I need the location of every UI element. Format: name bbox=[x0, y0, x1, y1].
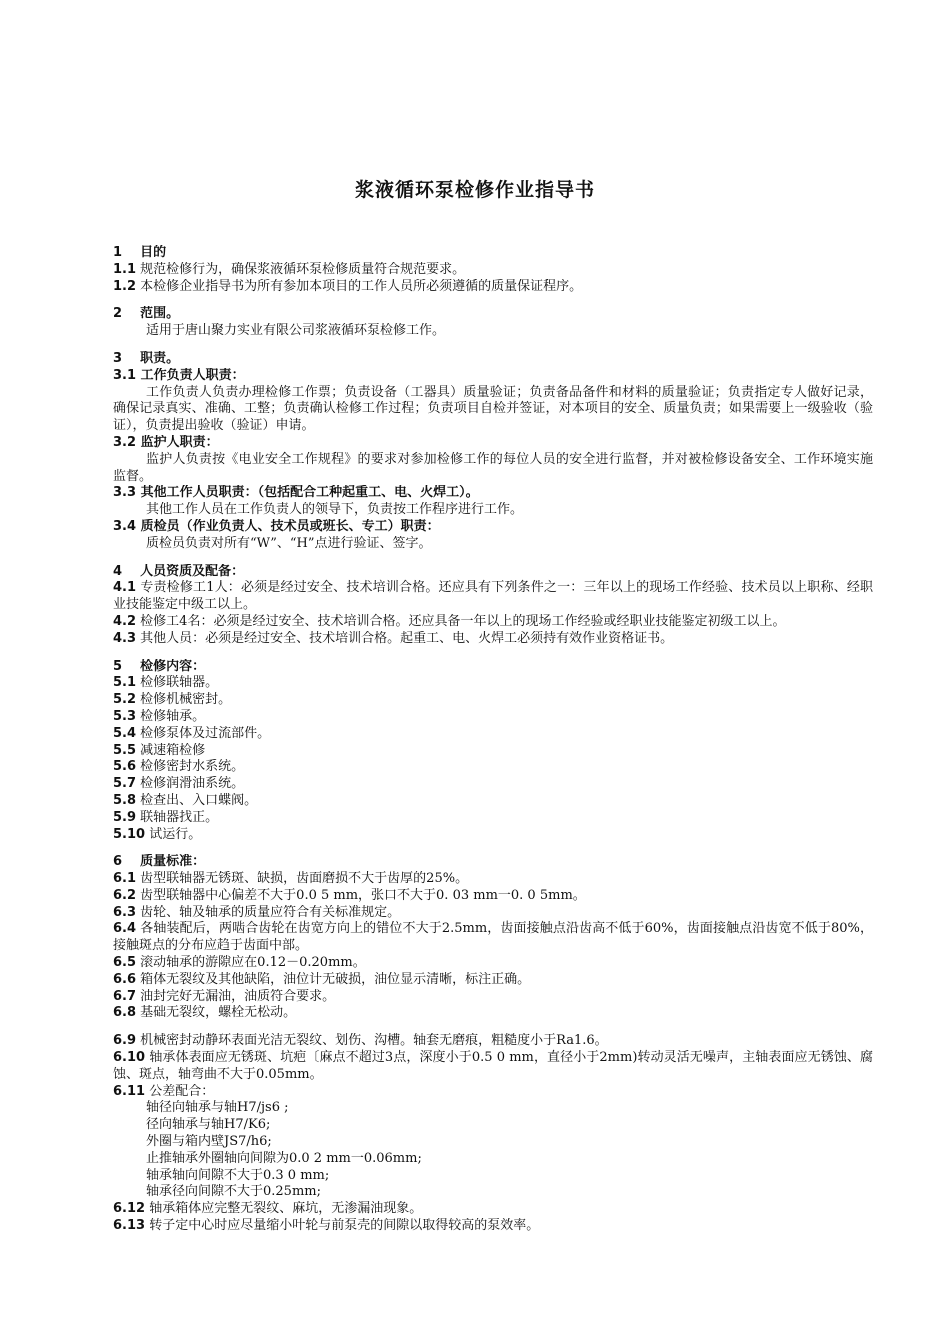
section-5-heading: 5 检修内容： bbox=[113, 658, 206, 674]
fit-line-1: 轴径向轴承与轴H7/js6 ; bbox=[146, 1100, 289, 1116]
fit-line-2: 径向轴承与轴H7/K6; bbox=[146, 1117, 271, 1133]
item-1-2: 1.2 本检修企业指导书为所有参加本项目的工作人员所必须遵循的质量保证程序。 bbox=[113, 278, 583, 294]
item-5-2: 5.2 检修机械密封。 bbox=[113, 692, 232, 708]
item-1-1: 1.1 规范检修行为，确保浆液循环泵检修质量符合规范要求。 bbox=[113, 261, 466, 277]
item-4-2: 4.2 检修工4名：必须是经过安全、技术培训合格。还应具备一年以上的现场工作经验或经职业技能鉴定初级工以上。 bbox=[113, 613, 786, 629]
item-6-11: 6.11 公差配合： bbox=[113, 1083, 215, 1099]
item-4-3: 4.3 其他人员：必须是经过安全、技术培训合格。起重工、电、火焊工必须持有效作业资格证书。 bbox=[113, 630, 674, 646]
item-5-3: 5.3 检修轴承。 bbox=[113, 708, 206, 724]
item-5-7: 5.7 检修润滑油系统。 bbox=[113, 776, 245, 792]
document-body bbox=[113, 245, 873, 1235]
item-6-12: 6.12 轴承箱体应完整无裂纹、麻坑，无渗漏油现象。 bbox=[113, 1201, 423, 1217]
item-4-1: 4.1 专责检修工1人：必须是经过安全、技术培训合格。还应具有下列条件之一：三年以上的现场工作经验、技术员以上职称、经职业技能鉴定中级工以上。 bbox=[113, 580, 873, 613]
section-6-heading: 6 质量标准： bbox=[113, 854, 206, 870]
item-5-5: 5.5 减速箱检修 bbox=[113, 742, 206, 758]
item-3-3-text: 其他工作人员在工作负责人的领导下，负责按工作程序进行工作。 bbox=[146, 502, 524, 518]
section-1-heading: 1 目的 bbox=[113, 245, 167, 260]
section-4-heading: 4 人员资质及配备： bbox=[113, 563, 245, 579]
item-6-8: 6.8 基础无裂纹，螺栓无松动。 bbox=[113, 1005, 297, 1021]
item-6-6: 6.6 箱体无裂纹及其他缺陷，油位计无破损，油位显示清晰，标注正确。 bbox=[113, 971, 531, 987]
section-2-text: 适用于唐山聚力实业有限公司浆液循环泵检修工作。 bbox=[146, 323, 446, 339]
item-6-5: 6.5 滚动轴承的游隙应在0.12－0.20mm。 bbox=[113, 955, 366, 971]
section-2-heading: 2 范围。 bbox=[113, 306, 180, 322]
item-5-10: 5.10 试运行。 bbox=[113, 826, 202, 842]
item-3-1-text: 工作负责人负责办理检修工作票；负责设备（工器具）质量验证；负责备品备件和材料的质量验证；负责指定专人做好记录，确保记录真实、准确、工整；负责确认检修工作过程；负责项目自检并签证，对本项目的安全、质量负责；如果需要上一级验收（验证），负责提出验收（验证）申请。 bbox=[113, 384, 873, 434]
item-6-7: 6.7 油封完好无漏油，油质符合要求。 bbox=[113, 988, 336, 1004]
fit-line-5: 轴承轴向间隙不大于0.3 0 mm; bbox=[146, 1167, 330, 1183]
item-6-4: 6.4 各轴装配后，两啮合齿轮在齿宽方向上的错位不大于2.5mm，齿面接触点沿齿高不低于60%，齿面接触点沿齿宽不低于80%，接触斑点的分布应趋于齿面中部。 bbox=[113, 921, 873, 954]
item-3-2-heading: 3.2 监护人职责： bbox=[113, 434, 219, 450]
item-5-9: 5.9 联轴器找正。 bbox=[113, 809, 219, 825]
item-5-4: 5.4 检修泵体及过流部件。 bbox=[113, 725, 271, 741]
item-5-6: 5.6 检修密封水系统。 bbox=[113, 759, 245, 775]
fit-line-4: 止推轴承外圈轴向间隙为0.0 2 mm一0.06mm; bbox=[146, 1150, 422, 1166]
item-6-3: 6.3 齿轮、轴及轴承的质量应符合有关标准规定。 bbox=[113, 904, 401, 920]
fit-line-6: 轴承径向间隙不大于0.25mm; bbox=[146, 1184, 321, 1200]
fit-line-3: 外圈与箱内壁JS7/h6; bbox=[146, 1134, 272, 1150]
item-6-13: 6.13 转子定中心时应尽量缩小叶轮与前泵壳的间隙以取得较高的泵效率。 bbox=[113, 1218, 540, 1234]
item-5-1: 5.1 检修联轴器。 bbox=[113, 675, 219, 691]
document-title: 浆液循环泵检修作业指导书 bbox=[354, 179, 595, 201]
item-6-9: 6.9 机械密封动静环表面光洁无裂纹、划伤、沟槽。轴套无磨痕，粗糙度小于Ra1.6。 bbox=[113, 1033, 608, 1049]
item-6-1: 6.1 齿型联轴器无锈斑、缺损，齿面磨损不大于齿厚的25%。 bbox=[113, 871, 469, 887]
item-3-3-heading: 3.3 其他工作人员职责：（包括配合工种起重工、电、火焊工）。 bbox=[113, 485, 479, 501]
item-6-10: 6.10 轴承体表面应无锈斑、坑疤〔麻点不超过3点，深度小于0.5 0 mm，直径小于2mm)转动灵活无噪声，主轴表面应无锈蚀、腐蚀、斑点，轴弯曲不大于0.05mm。 bbox=[113, 1050, 873, 1082]
item-3-4-heading: 3.4 质检员（作业负责人、技术员或班长、专工）职责： bbox=[113, 518, 440, 534]
item-3-4-text: 质检员负责对所有“W”、“H”点进行验证、签字。 bbox=[146, 535, 432, 551]
item-6-2: 6.2 齿型联轴器中心偏差不大于0.0 5 mm，张口不大于0. 03 mm一0. 0 5mm。 bbox=[113, 887, 586, 903]
item-5-8: 5.8 检查出、入口蝶阀。 bbox=[113, 792, 258, 808]
section-3-heading: 3 职责。 bbox=[113, 350, 180, 366]
item-3-2-text: 监护人负责按《电业安全工作规程》的要求对参加检修工作的每位人员的安全进行监督，并对被检修设备安全、工作环境实施监督。 bbox=[113, 451, 873, 484]
item-3-1-heading: 3.1 工作负责人职责： bbox=[113, 367, 245, 383]
